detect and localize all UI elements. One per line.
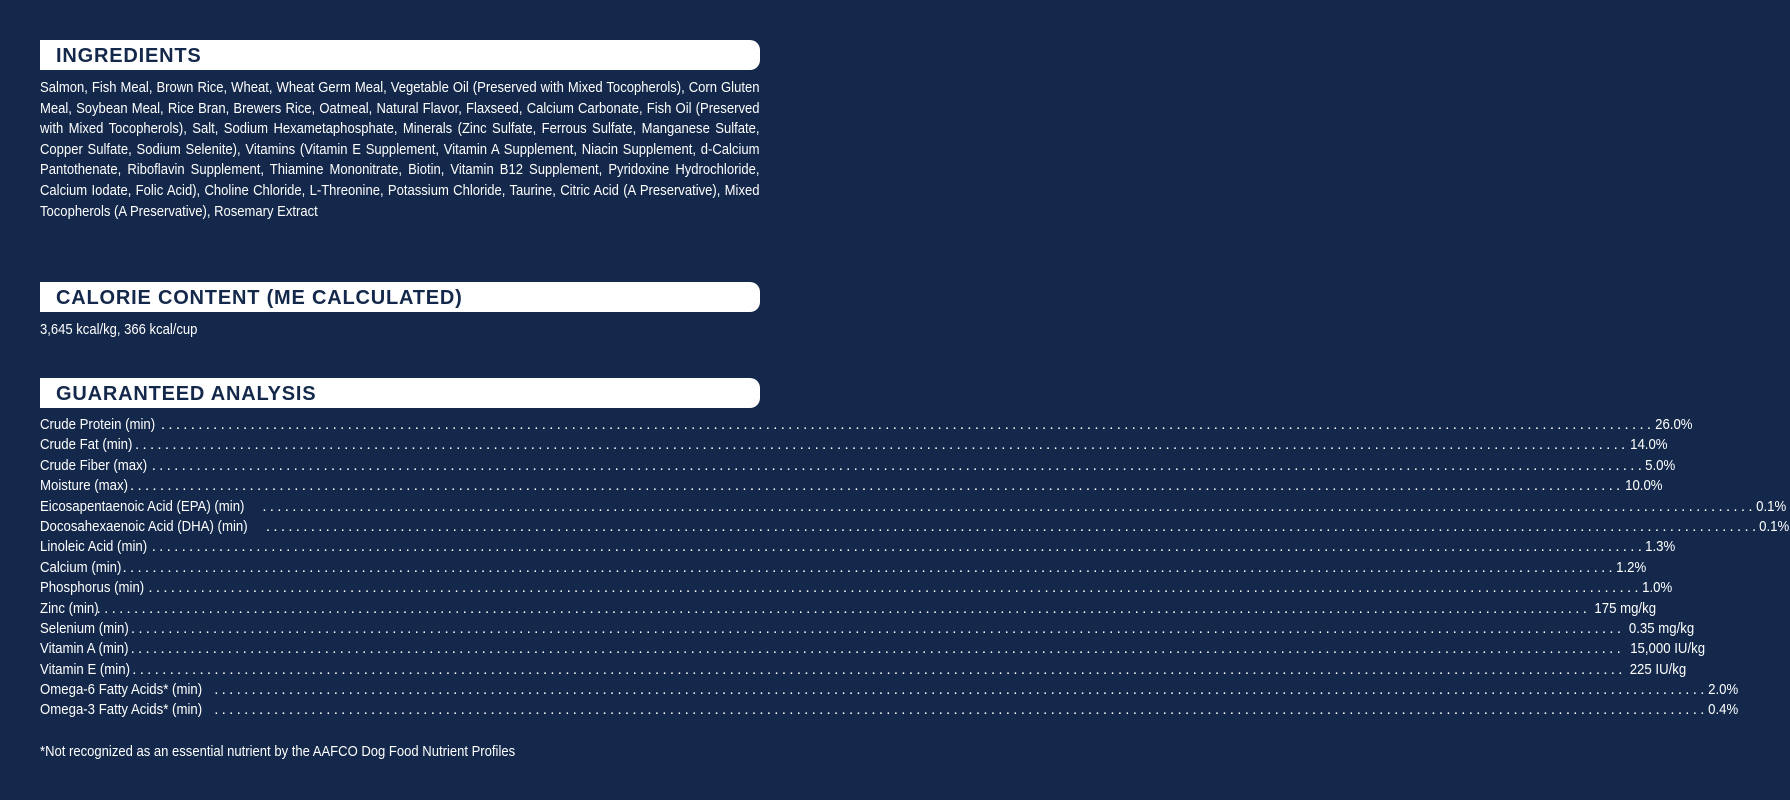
analysis-row bbox=[40, 619, 1695, 639]
analysis-row bbox=[40, 456, 1676, 476]
analysis-row bbox=[40, 599, 1657, 619]
calorie-content-heading: CALORIE CONTENT (ME CALCULATED) bbox=[40, 282, 760, 312]
analysis-row-label: Crude Protein (min) bbox=[40, 416, 156, 433]
analysis-row-value: 1.0% bbox=[1641, 579, 1673, 597]
analysis-row-value: 14.0% bbox=[1629, 436, 1668, 454]
analysis-row-label: Crude Fat (min) bbox=[40, 436, 133, 454]
analysis-row-label: Selenium (min) bbox=[40, 619, 129, 637]
analysis-row bbox=[40, 680, 1738, 700]
dot-leader: ........................................................................................................................................................................................................ bbox=[214, 701, 1708, 719]
dot-leader: ........................................................................................................................................................................................................ bbox=[130, 477, 1624, 495]
analysis-row bbox=[40, 558, 1647, 578]
analysis-row-value: 26.0% bbox=[1655, 416, 1693, 433]
analysis-row-label: Moisture (max) bbox=[40, 477, 129, 495]
analysis-row-value: 175 mg/kg bbox=[1594, 599, 1657, 617]
dot-leader: ........................................................................................................................................................................................................ bbox=[265, 517, 1760, 535]
guaranteed-analysis-list bbox=[40, 415, 1790, 721]
analysis-row bbox=[40, 639, 1706, 659]
analysis-row bbox=[40, 517, 1790, 537]
ingredients-heading: INGREDIENTS bbox=[40, 40, 760, 70]
analysis-row bbox=[40, 578, 1673, 598]
analysis-row bbox=[40, 537, 1676, 557]
analysis-row-label: Calcium (min) bbox=[40, 558, 122, 576]
analysis-row bbox=[40, 435, 1668, 455]
analysis-row-value: 15,000 IU/kg bbox=[1630, 640, 1706, 658]
analysis-row-value: 225 IU/kg bbox=[1629, 660, 1686, 678]
ingredients-text: Salmon, Fish Meal, Brown Rice, Wheat, Wheat Germ Meal, Vegetable Oil (Preserved with Mixed Tocopherols), Corn Gluten Meal, Soybean Meal, Rice Bran, Brewers Rice, Oatmeal, Natural Flavor, Flaxseed, Calcium Carbonate, Fish Oil (Preserved with Mixed Tocopherols), Salt, Sodium Hexametaphosphate, Minerals (Zinc Sulfate, Ferrous Sulfate, Manganese Sulfate, Copper Sulfate, Sodium Selenite), Vitamins (Vitamin E Supplement, Vitamin A Supplement, Niacin Supplement, d-Calcium Pantothenate, Riboflavin Supplement, Thiamine Mononitrate, Biotin, Vitamin B12 Supplement, Pyridoxine Hydrochloride, Calcium Iodate, Folic Acid), Choline Chloride, L-Threonine, Potassium Chloride, Taurine, Citric Acid (A Preservative), Mixed Tocopherols (A Preservative), Rosemary Extract bbox=[40, 79, 760, 220]
analysis-row-value: 0.4% bbox=[1707, 701, 1738, 719]
analysis-row-value: 2.0% bbox=[1707, 681, 1738, 699]
analysis-row-label: Omega-6 Fatty Acids* (min) bbox=[40, 681, 203, 699]
analysis-row-label: Phosphorus (min) bbox=[40, 579, 145, 597]
analysis-row-label: Zinc (min) bbox=[40, 599, 99, 617]
analysis-row bbox=[40, 700, 1738, 720]
analysis-row bbox=[40, 660, 1686, 680]
dot-leader: ........................................................................................................................................................................................................ bbox=[130, 640, 1625, 658]
analysis-row-label: Linoleic Acid (min) bbox=[40, 538, 148, 556]
dot-leader: ........................................................................................................................................................................................................ bbox=[130, 619, 1625, 637]
dot-leader: ........................................................................................................................................................................................................ bbox=[160, 416, 1655, 433]
analysis-row-value: 1.3% bbox=[1645, 538, 1676, 556]
analysis-row-label: Eicosapentaenoic Acid (EPA) (min) bbox=[40, 497, 245, 515]
analysis-row bbox=[40, 497, 1787, 517]
dot-leader: ........................................................................................................................................................................................................ bbox=[96, 599, 1591, 617]
analysis-row-value: 0.35 mg/kg bbox=[1629, 619, 1695, 637]
analysis-row-label: Crude Fiber (max) bbox=[40, 456, 148, 474]
dot-leader: ........................................................................................................................................................................................................ bbox=[135, 436, 1629, 454]
analysis-row bbox=[40, 476, 1663, 496]
dot-leader: ........................................................................................................................................................................................................ bbox=[262, 497, 1756, 515]
dot-leader: ........................................................................................................................................................................................................ bbox=[122, 558, 1617, 576]
footnote: *Not recognized as an essential nutrient by the AAFCO Dog Food Nutrient Profiles bbox=[40, 743, 516, 760]
analysis-row-value: 0.1% bbox=[1759, 517, 1790, 535]
guaranteed-analysis-heading: GUARANTEED ANALYSIS bbox=[40, 378, 760, 408]
analysis-row bbox=[40, 415, 1693, 435]
analysis-row-value: 0.1% bbox=[1755, 497, 1787, 515]
analysis-row-value: 5.0% bbox=[1645, 456, 1676, 474]
analysis-row-label: Docosahexaenoic Acid (DHA) (min) bbox=[40, 517, 248, 535]
dot-leader: ........................................................................................................................................................................................................ bbox=[148, 579, 1642, 597]
analysis-row-label: Vitamin A (min) bbox=[40, 640, 129, 658]
analysis-row-value: 10.0% bbox=[1624, 477, 1663, 495]
analysis-row-label: Omega-3 Fatty Acids* (min) bbox=[40, 701, 203, 719]
dot-leader: ........................................................................................................................................................................................................ bbox=[132, 660, 1626, 678]
analysis-row-value: 1.2% bbox=[1616, 558, 1647, 576]
calorie-content-text: 3,645 kcal/kg, 366 kcal/cup bbox=[40, 321, 198, 338]
analysis-row-label: Vitamin E (min) bbox=[40, 660, 130, 678]
dot-leader: ........................................................................................................................................................................................................ bbox=[151, 456, 1646, 474]
dot-leader: ........................................................................................................................................................................................................ bbox=[214, 681, 1708, 699]
dot-leader: ........................................................................................................................................................................................................ bbox=[151, 538, 1646, 556]
